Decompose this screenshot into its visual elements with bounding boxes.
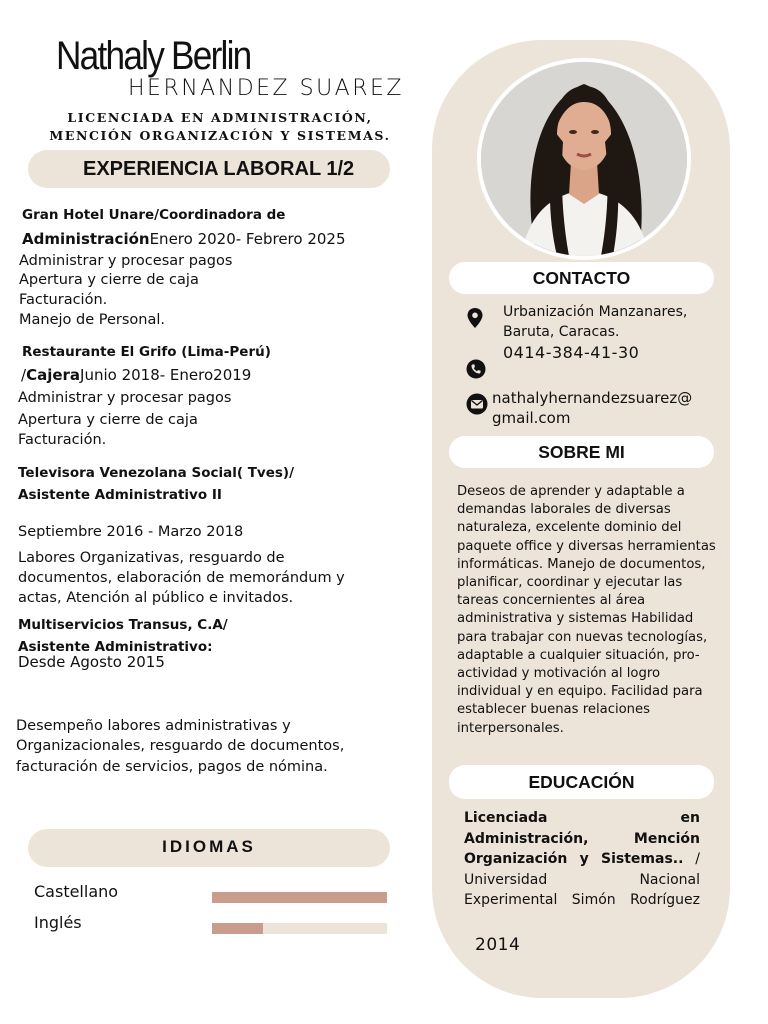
phone-icon xyxy=(466,359,486,379)
address-line-2: Baruta, Caracas. xyxy=(503,324,620,340)
degree-line-2: MENCIÓN ORGANIZACIÓN Y SISTEMAS. xyxy=(49,128,391,143)
portrait-illustration xyxy=(481,62,687,256)
language-bar-fill xyxy=(212,892,387,903)
job2-role-dates xyxy=(21,365,251,384)
job1-role-dates xyxy=(22,229,346,248)
job2-duty: Administrar y procesar pagos xyxy=(18,390,232,406)
job4-duty: Desempeño labores administrativas y xyxy=(16,718,291,734)
job1-duty: Facturación. xyxy=(19,292,108,308)
language-name: Castellano xyxy=(34,882,119,901)
job1-duty: Manejo de Personal. xyxy=(19,312,165,328)
job3-company: Televisora Venezolana Social( Tves)/ xyxy=(18,465,295,481)
about-title: SOBRE MI xyxy=(538,441,625,462)
phone-number: 0414-384-41-30 xyxy=(503,343,640,362)
language-name: Inglés xyxy=(34,913,82,932)
education-title: EDUCACIÓN xyxy=(528,771,635,792)
profile-photo xyxy=(477,58,691,260)
about-text: Deseos de aprender y adaptable a demandas laborales de diversas naturaleza, excelente dominio del paquete office y diversas herramientas informáticas. Manejo de documentos, planificar, coordinar y ejecutar las tareas concernientes al área administrativa y sistemas Habilidad para trabajar con nuevas tecnologías, adaptable a cualquier situación, pro-actividad y motivación al logro individual y en equipo. Facilidad para establecer buenas relaciones interpersonales. xyxy=(457,484,716,736)
job2-role: Cajera xyxy=(26,366,81,384)
job4-role: Asistente Administrativo: xyxy=(18,639,213,655)
job2-dates: Junio 2018- Enero2019 xyxy=(80,366,252,384)
degree-line-1: LICENCIADA EN ADMINISTRACIÓN, xyxy=(67,110,373,125)
job1-company-role: Gran Hotel Unare/Coordinadora de xyxy=(22,207,286,223)
job4-duty: Organizacionales, resguardo de documentos, xyxy=(16,738,345,754)
job3-duty: Labores Organizativas, resguardo de xyxy=(18,550,285,566)
email-line-1: nathalyhernandezsuarez@ xyxy=(492,389,693,407)
first-name: Nathaly Berlin xyxy=(56,34,251,78)
email-line-2: gmail.com xyxy=(492,409,571,427)
experience-title: EXPERIENCIA LABORAL 1/2 xyxy=(83,158,355,180)
languages-title: IDIOMAS xyxy=(162,837,256,856)
about-header-pill xyxy=(449,436,714,468)
education-institution: / Universidad Nacional Experimental Simón Rodríguez xyxy=(464,851,700,908)
job2-company: Restaurante El Grifo (Lima-Perú) xyxy=(22,344,271,360)
job1-dates: Enero 2020- Febrero 2025 xyxy=(149,230,346,248)
location-pin-icon xyxy=(466,307,484,329)
job4-dates: Desde Agosto 2015 xyxy=(18,653,165,671)
last-name: HERNANDEZ SUAREZ xyxy=(128,76,404,101)
contact-title: CONTACTO xyxy=(532,267,631,288)
address-line-1: Urbanización Manzanares, xyxy=(503,304,688,320)
job3-duty: actas, Atención al público e invitados. xyxy=(18,590,294,606)
job3-dates: Septiembre 2016 - Marzo 2018 xyxy=(18,524,244,540)
education-year: 2014 xyxy=(475,935,521,955)
job2-slash: / xyxy=(21,366,27,384)
job1-duty: Apertura y cierre de caja xyxy=(19,272,199,288)
education-degree: Licenciada en Administración, Mención Organización y Sistemas.. xyxy=(464,810,700,867)
job3-duty: documentos, elaboración de memorándum y xyxy=(18,570,345,586)
job4-duty: facturación de servicios, pagos de nómina. xyxy=(16,759,328,775)
education-header-pill xyxy=(449,765,714,799)
job1-duty: Administrar y procesar pagos xyxy=(19,253,233,269)
contact-header-pill xyxy=(449,262,714,294)
email-icon xyxy=(466,393,488,415)
job4-company: Multiservicios Transus, C.A/ xyxy=(18,617,228,633)
job1-role: Administración xyxy=(22,230,150,248)
education-entry xyxy=(464,808,700,911)
language-bar-fill xyxy=(212,923,263,934)
job2-duty: Facturación. xyxy=(18,432,107,448)
job3-role: Asistente Administrativo II xyxy=(18,487,222,503)
job2-duty: Apertura y cierre de caja xyxy=(18,412,198,428)
